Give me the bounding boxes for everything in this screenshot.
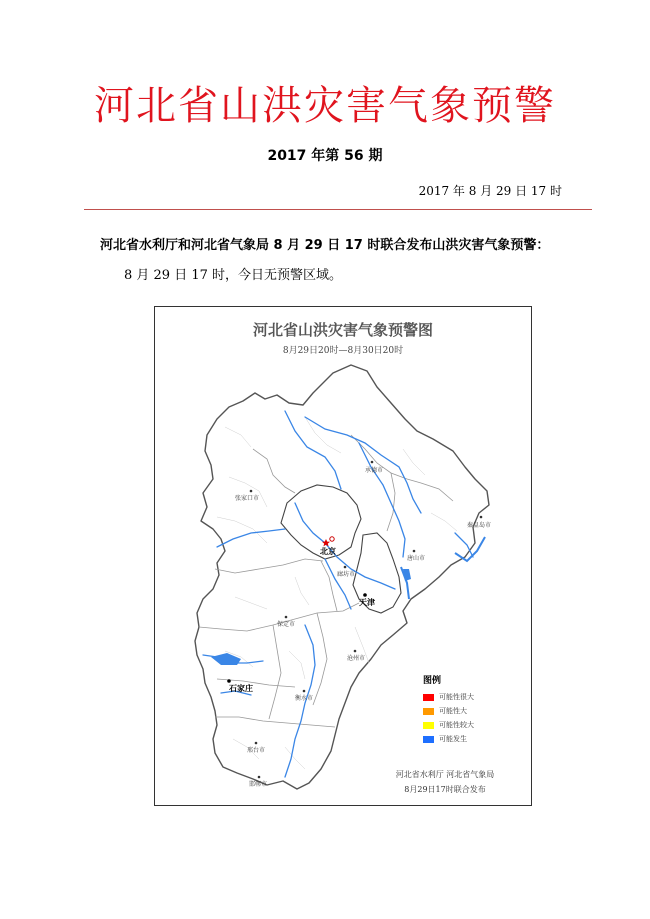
lead-paragraph: 河北省水利厅和河北省气象局 8 月 29 日 17 时联合发布山洪灾害气象预警：: [100, 238, 550, 253]
city-marker: [255, 742, 258, 745]
city-label: 沧州市: [347, 655, 366, 662]
city-label: 邯郸市: [249, 781, 268, 788]
city-marker: [371, 461, 374, 464]
map-credit: [365, 767, 525, 797]
body-paragraph: 8 月 29 日 17 时，今日无预警区域。: [124, 268, 343, 283]
city-label: 廊坊市: [337, 571, 356, 578]
warning-title: 河北省山洪灾害气象预警: [94, 83, 556, 129]
city-label: 张家口市: [235, 495, 260, 502]
credit-line: 8月29日17时联合发布: [404, 785, 486, 794]
legend-label: 可能发生: [439, 735, 467, 743]
issue-number: 2017 年第 56 期: [267, 148, 383, 164]
city-label: 邢台市: [247, 747, 266, 754]
legend-item: [423, 704, 513, 718]
legend-item: [423, 718, 513, 732]
legend-title: 图例: [423, 676, 442, 686]
city-label: 唐山市: [407, 555, 426, 562]
warning-map: [154, 306, 532, 806]
city-marker: [285, 616, 288, 619]
city-marker: [354, 650, 357, 653]
legend-label: 可能性大: [439, 707, 467, 715]
credit-line: 河北省水利厅 河北省气象局: [395, 770, 495, 779]
header-divider: [84, 209, 592, 210]
city-label: 保定市: [277, 621, 296, 628]
legend-item: [423, 732, 513, 746]
map-subtitle: 8月29日20时—8月30日20时: [282, 346, 404, 356]
legend-label: 可能性很大: [439, 693, 474, 701]
city-label: 秦皇岛市: [467, 522, 492, 529]
city-marker: [344, 566, 347, 569]
legend-swatch: [423, 736, 434, 743]
city-label: 衡水市: [295, 695, 314, 702]
city-label: 天津: [359, 598, 375, 607]
city-label: 承德市: [365, 467, 384, 474]
city-marker: [250, 490, 253, 493]
issue-date: 2017 年 8 月 29 日 17 时: [418, 184, 562, 198]
legend-swatch: [423, 708, 434, 715]
city-marker: [303, 690, 306, 693]
legend-label: 可能性较大: [439, 721, 474, 729]
legend-swatch: [423, 722, 434, 729]
map-title: 河北省山洪灾害气象预警图: [252, 321, 433, 339]
legend-swatch: [423, 694, 434, 701]
city-marker: [413, 550, 416, 553]
legend-item: [423, 690, 513, 704]
city-label: 石家庄: [229, 684, 253, 693]
map-legend: [423, 673, 513, 746]
city-marker: [480, 516, 483, 519]
city-label: 北京: [320, 547, 336, 556]
city-marker: [258, 776, 261, 779]
